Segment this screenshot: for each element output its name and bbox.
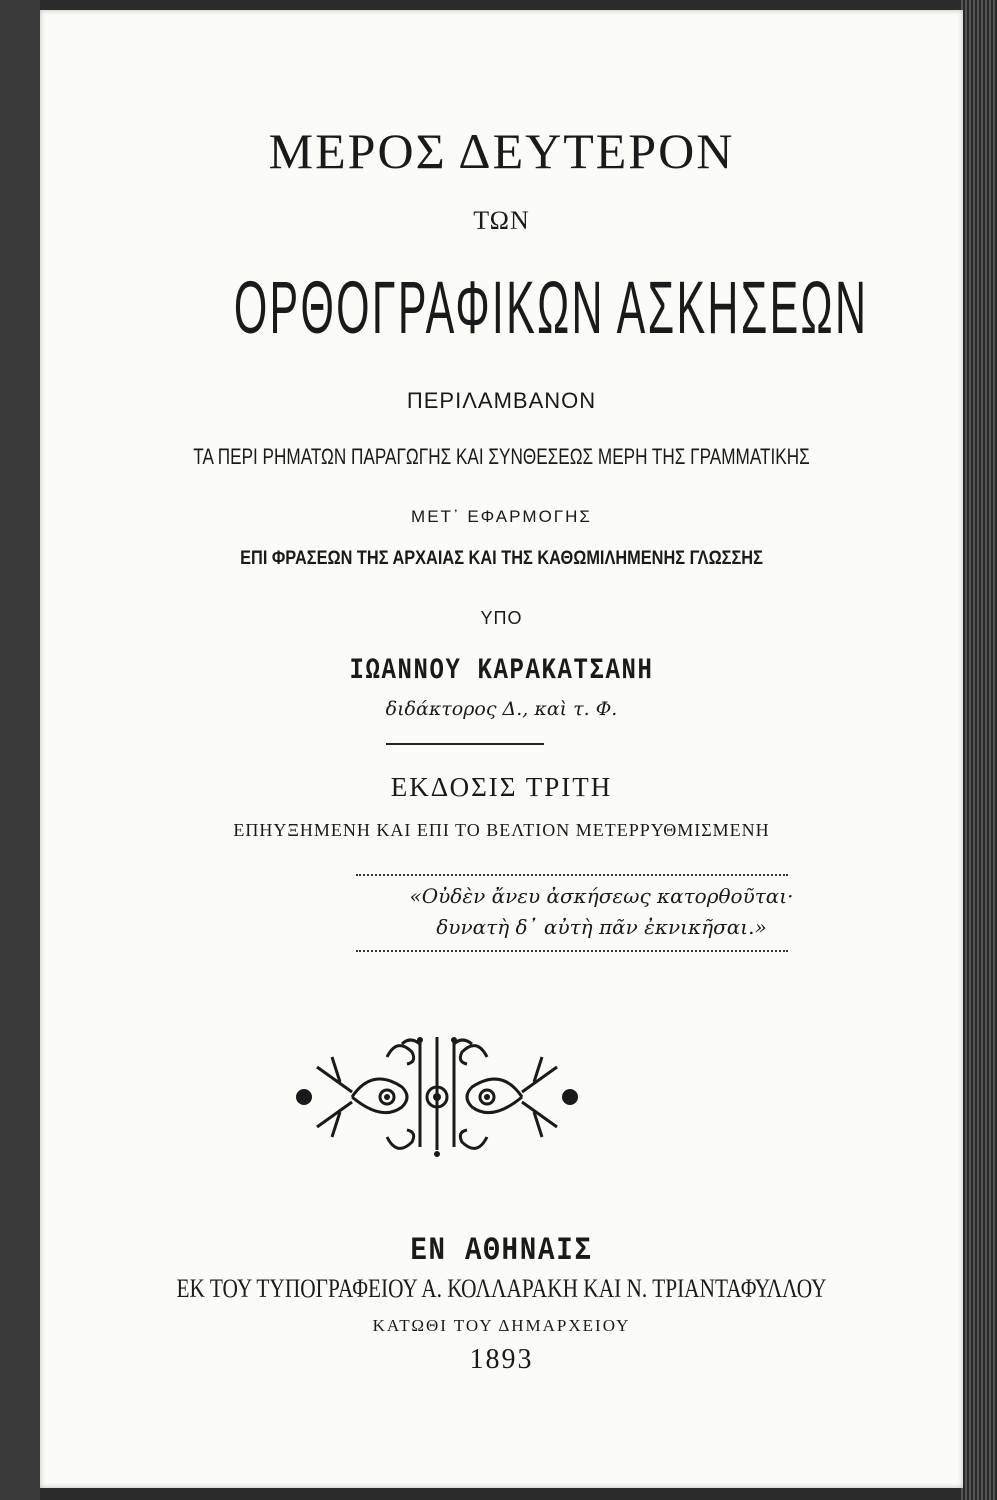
edition-note: ΕΠΗΥΞΗΜΕΝΗ ΚΑΙ ΕΠΙ ΤΟ ΒΕΛΤΙΟΝ ΜΕΤΕΡΡΥΘΜΙΣΜΕΝΗ [233,820,770,840]
edition-label: ΕΚΔΟΣΙΣ ΤΡΙΤΗ [390,772,613,802]
epigraph-rule-bottom [356,950,788,952]
publisher-address: ΚΑΤΩΘΙ ΤΟΥ ΔΗΜΑΡΧΕΙΟΥ [372,1316,631,1335]
title-line-1: ΜΕΡΟΣ ΔΕΥΤΕΡΟΝ [268,123,735,179]
by-label: ΥΠΟ [480,608,523,628]
author-name: ΙΩΑΝΝΟΥ ΚΑΡΑΚΑΤΣΑΝΗ [349,654,654,688]
section-divider [386,743,544,745]
subtitle-line-2: ΤΑ ΠΕΡΙ ΡΗΜΑΤΩΝ ΠΑΡΑΓΩΓΗΣ ΚΑΙ ΣΥΝΘΕΣΕΩΣ ΜΕΡΗ ΤΗΣ ΓΡΑΜΜΑΤΙΚΗΣ [193,444,810,469]
author-credentials: διδάκτορος Δ., καὶ τ. Φ. [385,698,618,720]
publisher: ΕΚ ΤΟΥ ΤΥΠΟΓΡΑΦΕΙΟΥ Α. ΚΟΛΛΑΡΑΚΗ ΚΑΙ Ν. ΤΡΙΑΝΤΑΦΥΛΛΟΥ [176,1274,827,1303]
publication-year: 1893 [469,1344,534,1375]
publication-place: ΕΝ ΑΘΗΝΑΙΣ [410,1232,593,1269]
epigraph-line-1: «Οὐδὲν ἄνευ ἀσκήσεως κατορθοῦται· [409,884,794,908]
title-page [40,10,963,1488]
title-line-3: ΟΡΘΟΓΡΑΦΙΚΩΝ ΑΣΚΗΣΕΩΝ [233,266,869,349]
title-line-2: ΤΩΝ [473,206,530,235]
floral-ornament-icon [292,1032,582,1162]
epigraph-line-2: δυνατὴ δ᾽ αὐτὴ πᾶν ἐκνικῆσαι.» [436,915,767,939]
subtitle-line-4: ΕΠΙ ΦΡΑΣΕΩΝ ΤΗΣ ΑΡΧΑΙΑΣ ΚΑΙ ΤΗΣ ΚΑΘΩΜΙΛΗΜΕΝΗΣ ΓΛΩΣΣΗΣ [240,548,763,569]
book-binding-left [0,0,40,1500]
epigraph-rule-top [356,874,788,876]
subtitle-line-3: ΜΕΤ᾽ ΕΦΑΡΜΟΓΗΣ [411,507,592,526]
book-binding-right [961,0,997,1500]
subtitle-line-1: ΠΕΡΙΛΑΜΒΑΝΟΝ [406,388,597,413]
